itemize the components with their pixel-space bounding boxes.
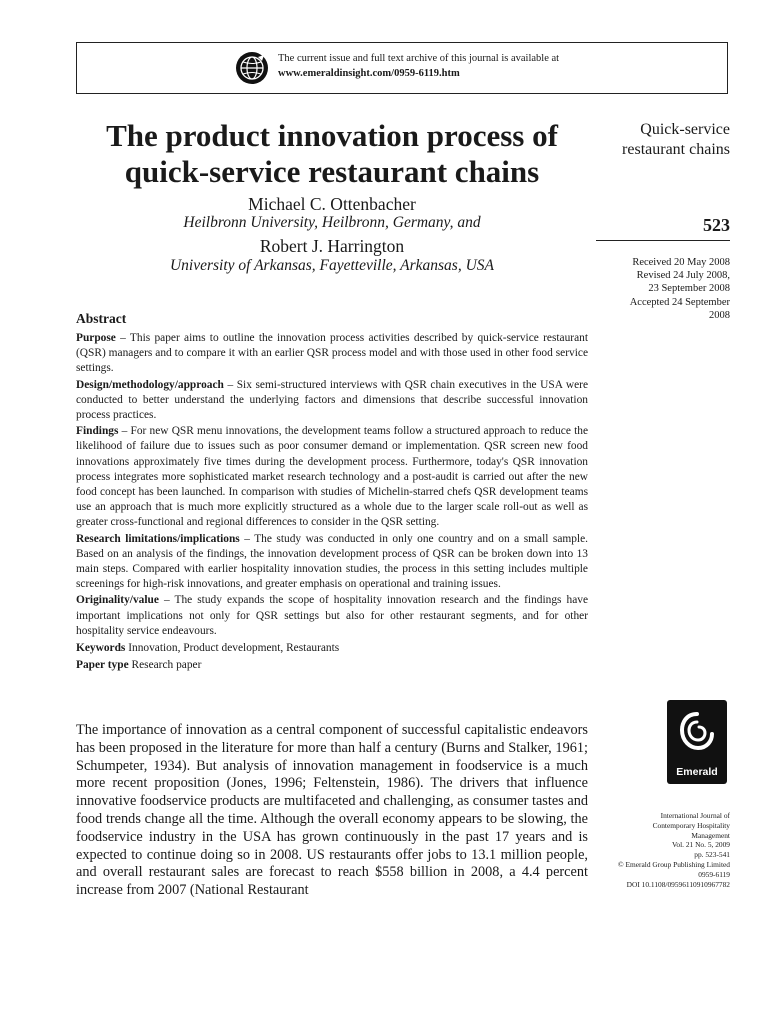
section-label: Originality/value xyxy=(76,594,159,607)
abstract-section: Findings – For new QSR menu innovations, the development teams follow a structured approach to reduce the likelihood of failure due to issues such as poor consumer demand or implementation. QSR screen new food innovations approximately five times during the development process. Furthermore, today's QSR innovation process integrates more sophisticated market research technology and a post-audit is carried out after the new food concept has been launched. In comparison with studies of Michelin-starred chefs QSR development teams use an approach that is much more explicitly structured as a whole due to the larger scale roll-out as well as greater cross-functional and regional differences to consider in the QSR setting. xyxy=(76,425,589,529)
section-text: Research paper xyxy=(131,659,202,672)
date-line: 23 September 2008 xyxy=(648,283,730,295)
abstract-section: Purpose – This paper aims to outline the innovation process activities described by quick-service restaurant (QSR) managers and to compare it with an earlier QSR process model and with those used in other food service settings. xyxy=(76,332,589,375)
article-title: The product innovation process of quick-service restaurant chains xyxy=(106,118,558,189)
abstract-section: Design/methodology/approach – Six semi-structured interviews with QSR chain executives in the USA were conducted to better understand the underlying factors and dimensions that describe successful innovation process practices. xyxy=(76,378,588,422)
divider xyxy=(596,240,730,241)
abstract-section: Research limitations/implications – The study was conducted in only one country and on a small sample. Based on an analysis of the findings, the innovation development process of QSR can be broken down into 13 main steps. Compared with earlier hospitality innovation studies, the process in this setting includes multiple screenings for high-risk innovations, and greater emphasis on operational and training issues. xyxy=(76,532,589,591)
date-line: Received 20 May 2008 xyxy=(632,257,730,268)
section-label: Purpose xyxy=(76,332,116,344)
logo-wordmark: Emerald xyxy=(676,766,718,778)
section-text: This paper aims to outline the innovation process activities described by quick-service restaurant (QSR) managers and to compare it with an earlier QSR process model and with those used in other food service settings. xyxy=(76,332,589,375)
emerald-logo xyxy=(667,700,727,784)
section-label: Keywords xyxy=(76,642,126,655)
abstract-heading: Abstract xyxy=(76,311,127,326)
date-line: Revised 24 July 2008, xyxy=(636,270,730,282)
emerald-swirl-icon xyxy=(677,708,717,756)
author-name: Michael C. Ottenbacher xyxy=(248,194,416,214)
paper-type xyxy=(76,658,588,673)
citation-line: pp. 523-541 xyxy=(694,850,730,860)
citation-line: Vol. 21 No. 5, 2009 xyxy=(672,840,730,850)
citation-line: 0959-6119 xyxy=(698,869,730,879)
author-affiliation: Heilbronn University, Heilbronn, Germany, and xyxy=(183,214,481,231)
availability-notice: The current issue and full text archive of this journal is available at xyxy=(278,53,560,64)
citation-line: © Emerald Group Publishing Limited xyxy=(618,859,730,869)
journal-url-link[interactable]: www.emeraldinsight.com/0959-6119.htm xyxy=(278,68,460,79)
citation-line: Management xyxy=(691,830,730,840)
citation-line: International Journal of xyxy=(660,811,730,820)
section-text: The study expands the scope of hospitality innovation research and the findings have important implications not only for QSR settings but also for other restaurant segments, and for other hospitality service endeavours. xyxy=(76,594,588,637)
date-line: Accepted 24 September xyxy=(629,296,730,308)
page-number: 523 xyxy=(703,215,730,235)
section-text: Six semi-structured interviews with QSR chain executives in the USA were conducted to better understand the underlying factors and dimensions that describe successful innovation process practices. xyxy=(76,378,588,422)
citation-line: Contemporary Hospitality xyxy=(652,820,730,830)
date-line: 2008 xyxy=(709,309,730,321)
author-name: Robert J. Harrington xyxy=(259,236,405,256)
section-label: Paper type xyxy=(76,659,129,672)
abstract xyxy=(76,311,588,674)
abstract-section: Originality/value – The study expands the scope of hospitality innovation research and the findings have important implications not only for QSR settings but also for other restaurant segments, and for other hospitality service endeavours. xyxy=(76,594,588,637)
running-title: Quick-service restaurant chains xyxy=(622,121,730,158)
section-label: Findings xyxy=(76,425,119,438)
section-label: Research limitations/implications xyxy=(76,532,240,545)
keywords xyxy=(76,641,588,656)
author-affiliation: University of Arkansas, Fayetteville, Arkansas, USA xyxy=(169,257,494,274)
journal-availability-box xyxy=(76,42,728,94)
section-label: Design/methodology/approach xyxy=(76,378,224,391)
section-text: Innovation, Product development, Restaurants xyxy=(128,642,340,655)
globe-icon xyxy=(235,51,269,85)
citation-line: DOI 10.1108/09596110910967782 xyxy=(626,879,730,889)
journal-citation xyxy=(590,811,730,889)
submission-dates xyxy=(596,256,730,322)
section-text: The study was conducted in only one country and on a small sample. Based on an analysis of the findings, the innovation development process of QSR can be broken down into 13 main steps. Compared with earlier hospitality innovation studies, the process in this setting includes multiple screenings for high-risk innovations, and greater emphasis on operational and training issues. xyxy=(76,532,589,591)
section-text: For new QSR menu innovations, the development teams follow a structured approach to reduce the likelihood of failure due to issues such as poor consumer demand or implementation. QSR screen new food innovations approximately five times during the development process. Furthermore, today's QSR innovation process integrates more sophisticated market research technology and a post-audit is carried out after the new food concept has been launched. In comparison with studies of Michelin-starred chefs QSR development teams use an approach that is much more explicitly structured as a whole due to the larger scale roll-out as well as greater cross-functional and regional differences to consider in the QSR setting. xyxy=(76,425,589,529)
body-paragraph: The importance of innovation as a central component of successful capitalistic endeavors has been proposed in the literature for more than half a century (Burns and Stalker, 1961; Schumpeter, 1934). But analysis of innovation management in foodservice is a much more recent proposition (Jones, 1996; Feltenstein, 1986). The drivers that influence innovative foodservice products are multifaceted and challenging, as consumer tastes and food trends change all the time. Although the overall economy appears to be slowing, the foodservice industry in the USA has grown continuously in the past 17 years and is expected to continue doing so in 2008. US restaurants offer jobs to 13.1 million people, and overall restaurant sales are forecast to reach $558 billion in 2008, a 4.4 percent increase from 2007 (National Restaurant xyxy=(76,722,588,899)
